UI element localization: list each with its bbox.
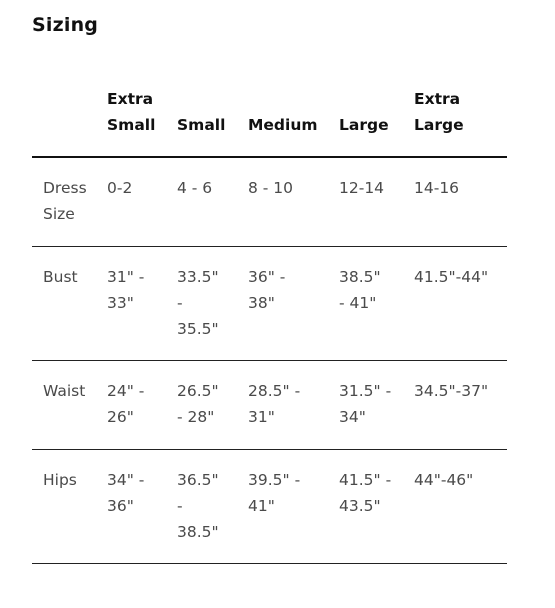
- row-label: Waist: [43, 382, 86, 400]
- table-row-waist: [32, 361, 507, 450]
- table-cell: 44"-46": [414, 471, 474, 489]
- column-header-medium: Medium: [248, 116, 318, 134]
- table-cell: 31" - 33": [107, 268, 145, 312]
- row-label: Dress Size: [43, 179, 87, 223]
- column-header-large: Large: [339, 116, 389, 134]
- table-cell: 8 - 10: [248, 179, 294, 197]
- column-header-small: Small: [177, 116, 226, 134]
- table-cell: 36.5" - 38.5": [177, 471, 219, 541]
- table-cell: 31.5" - 34": [339, 382, 392, 426]
- table-cell: 34.5"-37": [414, 382, 489, 400]
- table-cell: 33.5" - 35.5": [177, 268, 219, 338]
- table-cell: 26.5" - 28": [177, 382, 219, 426]
- table-cell: 24" - 26": [107, 382, 145, 426]
- sizing-table: [32, 84, 507, 564]
- table-cell: 28.5" - 31": [248, 382, 301, 426]
- table-cell: 12-14: [339, 179, 385, 197]
- table-row-hips: [32, 450, 507, 564]
- table-cell: 0-2: [107, 179, 133, 197]
- table-cell: 41.5"-44": [414, 268, 489, 286]
- row-label: Bust: [43, 268, 78, 286]
- table-cell: 41.5" - 43.5": [339, 471, 392, 515]
- page-title: Sizing: [32, 14, 99, 36]
- table-cell: 36" - 38": [248, 268, 286, 312]
- table-cell: 14-16: [414, 179, 460, 197]
- table-cell: 38.5" - 41": [339, 268, 381, 312]
- table-row-dress-size: [32, 158, 507, 247]
- table-header-row: [32, 84, 507, 158]
- table-cell: 34" - 36": [107, 471, 145, 515]
- table-cell: 39.5" - 41": [248, 471, 301, 515]
- table-cell: 4 - 6: [177, 179, 213, 197]
- table-row-bust: [32, 247, 507, 361]
- column-header-extra-large: Extra Large: [414, 90, 464, 134]
- column-header-extra-small: Extra Small: [107, 90, 156, 134]
- row-label: Hips: [43, 471, 77, 489]
